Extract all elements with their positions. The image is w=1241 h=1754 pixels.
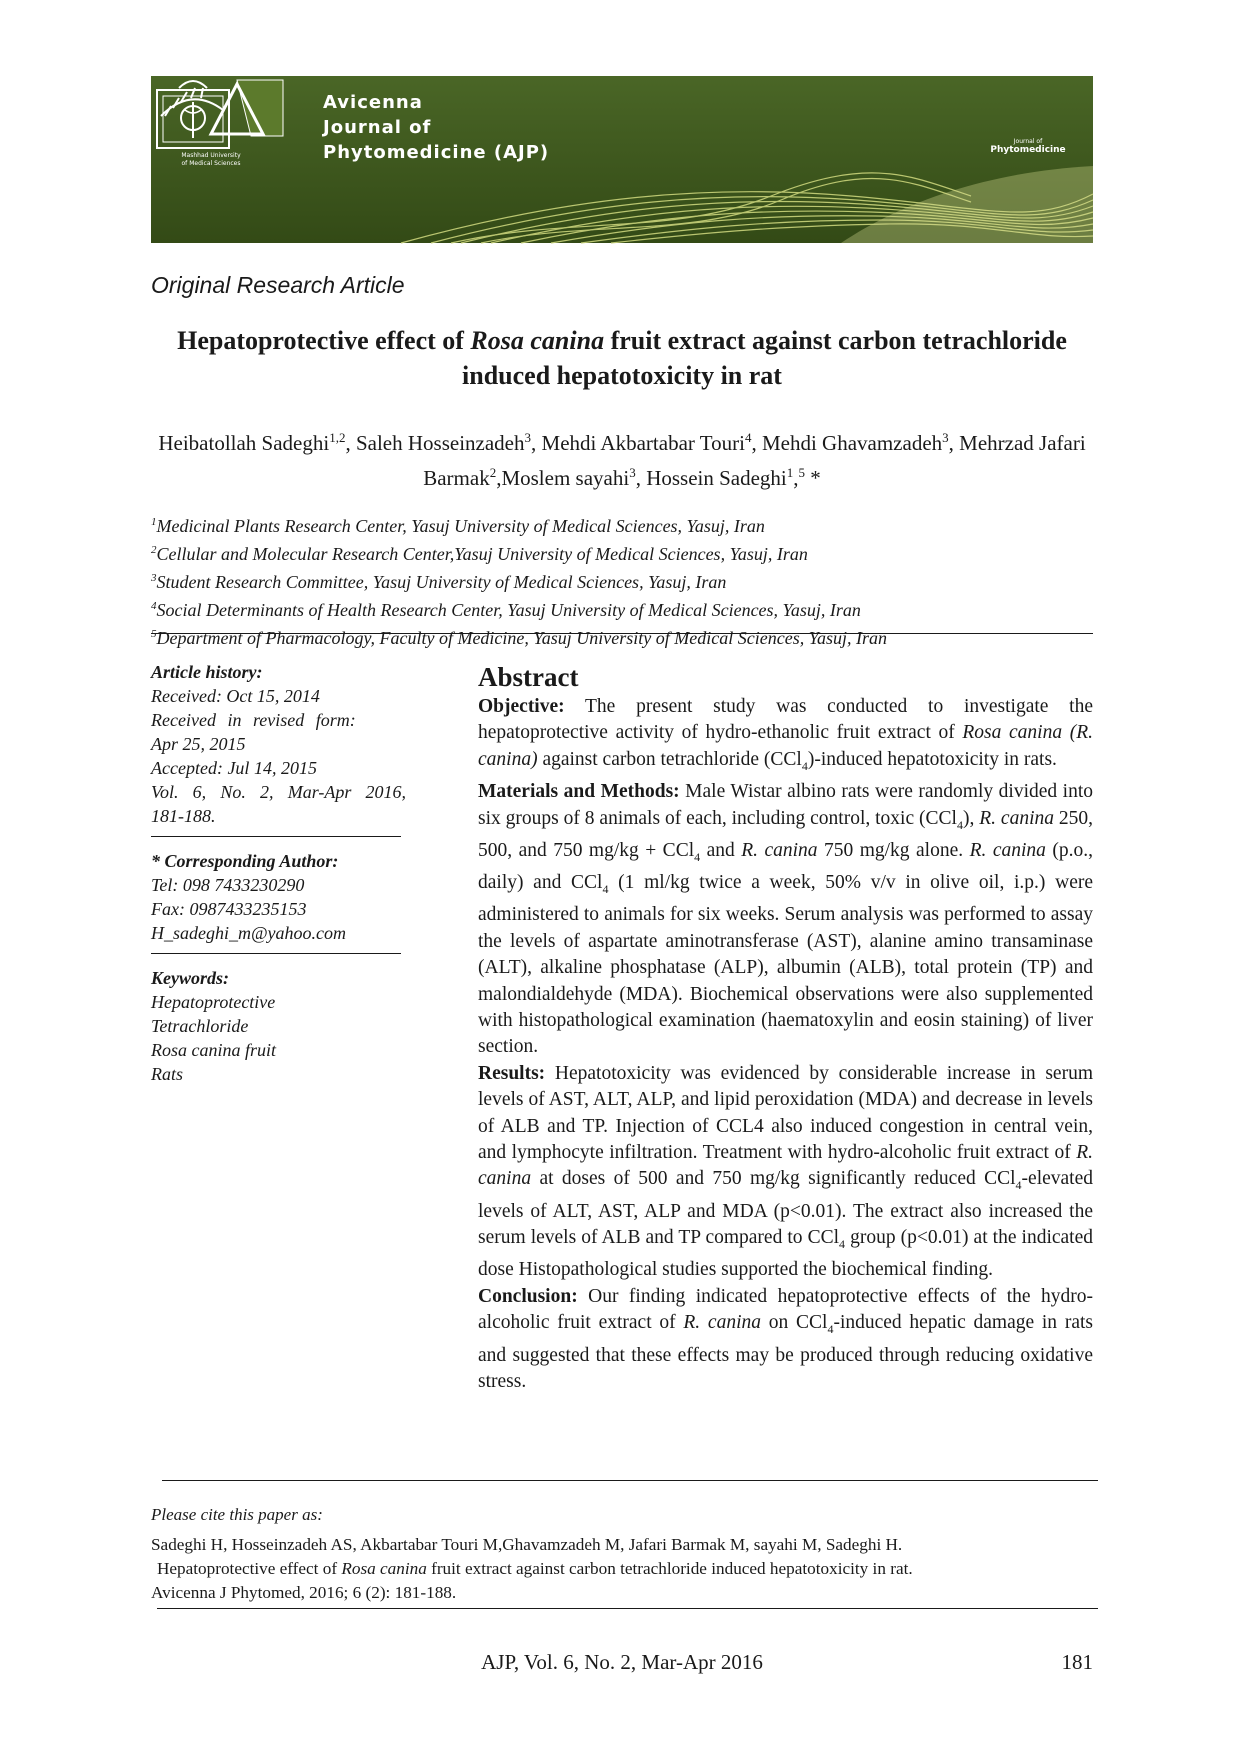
- author-separator: ,: [948, 431, 960, 455]
- keyword-item: Rats: [151, 1064, 184, 1084]
- article-history: [151, 660, 406, 828]
- avicenna-vertical-text: vicenna: [1170, 156, 1201, 206]
- author-name: Mehdi Ghavamzadeh: [761, 431, 943, 455]
- right-logo-caption: Journal of Phytomedicine: [990, 138, 1066, 155]
- author-separator: ,: [531, 431, 542, 455]
- paper-title: Hepatoprotective effect of Rosa canina fruit extract against carbon tetrachloride induced hepatotoxicity in rat: [177, 326, 1067, 390]
- author-separator: *: [805, 466, 821, 490]
- article-sidebar: [151, 660, 406, 1088]
- abstract-methods: Materials and Methods: Male Wistar albino rats were randomly divided into six groups of 8 animals of each, including control, toxic (CCl$_4$), R. canina 250, 500, and 750 mg/kg + CCl$_4$ and R. canina 750 mg/kg alone. R. canina (p.o., daily) and CCl$_4$ (1 ml/kg twice a week, 50% v/v in olive oil, i.p.) were administered to animals for six weeks. Serum analysis was performed to assay the levels of aspartate aminotransferase (AST), alanine amino transaminase (ALT), alkaline phosphatase (ALP), albumin (ALB), total protein (TP) and malondialdehyde (MDA). Biochemical observations were also supplemented with histopathological examination (haematoxylin and eosin staining) of liver section.: [478, 781, 1094, 1058]
- author-separator: ,: [635, 466, 647, 490]
- avicenna-logo-icon: [151, 76, 287, 156]
- affiliation-list: [151, 510, 1093, 650]
- affiliation-number: 3: [151, 572, 157, 584]
- banner-background: [151, 76, 1093, 243]
- citation-text: [151, 1533, 1093, 1605]
- history-heading: Article history:: [151, 662, 263, 682]
- citation-top-divider: [162, 1480, 1098, 1481]
- author-separator: ,: [345, 431, 356, 455]
- keyword-item: Rosa canina fruit: [151, 1040, 276, 1060]
- sidebar-divider: [151, 953, 401, 954]
- author-affiliation-mark: 1,2: [329, 430, 346, 445]
- received-date: Received: Oct 15, 2014: [151, 686, 320, 706]
- page-number: 181: [1061, 1650, 1093, 1674]
- affiliation-text: Cellular and Molecular Research Center,Yasuj University of Medical Sciences, Yasuj, Iran: [156, 544, 808, 564]
- fax: Fax: 0987433235153: [151, 899, 307, 919]
- affiliation-item: [151, 594, 1093, 622]
- abstract-conclusion: Conclusion: Our finding indicated hepatoprotective effects of the hydro-alcoholic fruit extract of R. canina on CCl$_4$-induced hepatic damage in rats and suggested that these effects may be produced through reducing oxidative stress.: [478, 1285, 1093, 1392]
- revised-date: Apr 25, 2015: [151, 734, 246, 754]
- keywords-heading: Keywords:: [151, 968, 229, 988]
- author-affiliation-mark: 1: [786, 465, 794, 480]
- footer-journal: AJP, Vol. 6, No. 2, Mar-Apr 2016: [481, 1650, 763, 1674]
- citation-line: Hepatoprotective effect of Rosa canina fruit extract against carbon tetrachloride induced hepatotoxicity in rat.: [157, 1559, 913, 1578]
- author-name: Saleh Hosseinzadeh: [355, 431, 525, 455]
- article-type: Original Research Article: [151, 272, 405, 298]
- author-affiliation-mark: 3: [524, 430, 532, 445]
- affiliation-text: Student Research Committee, Yasuj University of Medical Sciences, Yasuj, Iran: [156, 572, 727, 592]
- abstract-objective: Objective: The present study was conducted to investigate the hepatoprotective activity of hydro-ethanolic fruit extract of Rosa canina (R. canina) against carbon tetrachloride (CCl$_4$)-induced hepatotoxicity in rats.: [478, 696, 1094, 773]
- author-list: [151, 423, 1093, 493]
- journal-banner: [151, 76, 1201, 243]
- citation-box: [151, 1503, 1093, 1605]
- affiliation-item: [151, 538, 1093, 566]
- citation-label: Please cite this paper as:: [151, 1505, 323, 1524]
- university-name: Mashhad University of Medical Sciences: [181, 152, 241, 167]
- author-separator: ,: [793, 466, 799, 490]
- author-affiliation-mark: 2: [489, 465, 497, 480]
- author-name: Mehdi Akbartabar Touri: [541, 431, 745, 455]
- author-affiliation-mark: 5: [798, 465, 806, 480]
- email-link[interactable]: H_sadeghi_m@yahoo.com: [151, 923, 347, 943]
- affiliation-number: 5: [151, 628, 157, 640]
- author-affiliation-mark: 4: [744, 430, 752, 445]
- author-name: Moslem sayahi: [501, 466, 630, 490]
- abstract-section: [478, 660, 1093, 1395]
- author-name: Heibatollah Sadeghi: [158, 431, 330, 455]
- accepted-date: Accepted: Jul 14, 2015: [151, 758, 317, 778]
- author-name: Mehrzad Jafari Barmak: [423, 431, 1086, 490]
- author-separator: ,: [751, 431, 762, 455]
- abstract-heading: Abstract: [478, 662, 579, 692]
- keyword-item: Hepatoprotective: [151, 992, 276, 1012]
- citation-line: Avicenna J Phytomed, 2016; 6 (2): 181-188.: [151, 1583, 457, 1602]
- revised-label: Received in revised form:: [151, 710, 356, 730]
- corresponding-author: [151, 849, 406, 945]
- author-affiliation-mark: 3: [942, 430, 949, 445]
- keywords: [151, 966, 406, 1086]
- affiliation-item: [151, 622, 1093, 650]
- author-affiliation-mark: 3: [629, 465, 636, 480]
- affiliation-text: Medicinal Plants Research Center, Yasuj University of Medical Sciences, Yasuj, Iran: [156, 516, 765, 536]
- affiliation-number: 4: [151, 600, 157, 612]
- citation-bottom-divider: [157, 1608, 1098, 1609]
- affiliation-item: [151, 510, 1093, 538]
- affiliation-text: Social Determinants of Health Research Center, Yasuj University of Medical Sciences, Yasuj, Iran: [156, 600, 861, 620]
- author-name: Hossein Sadeghi: [646, 466, 787, 490]
- author-separator: ,: [496, 466, 502, 490]
- citation-line: Sadeghi H, Hosseinzadeh AS, Akbartabar Touri M,Ghavamzadeh M, Jafari Barmak M, sayahi M, Sadeghi H.: [151, 1535, 903, 1554]
- journal-title: Avicenna Journal of Phytomedicine (AJP): [323, 92, 550, 163]
- affiliation-number: 1: [151, 516, 157, 528]
- abstract-results: Results: Hepatotoxicity was evidenced by considerable increase in serum levels of AST, ALT, ALP, and lipid peroxidation (MDA) and decrease in levels of ALB and TP. Injection of CCL4 also induced congestion in central vein, and lymphocyte infiltration. Treatment with hydro-alcoholic fruit extract of R. canina at doses of 500 and 750 mg/kg significantly reduced CCl$_4$-elevated levels of ALT, AST, ALP and MDA (p<0.01). The extract also increased the serum levels of ALB and TP compared to CCl$_4$ group (p<0.01) at the indicated dose Histopathological studies supported the biochemical finding.: [478, 1062, 1094, 1281]
- telephone: Tel: 098 7433230290: [151, 875, 305, 895]
- volume-info: Vol. 6, No. 2, Mar-Apr 2016, 181-188.: [151, 782, 406, 826]
- affiliation-item: [151, 566, 1093, 594]
- affiliation-text: Department of Pharmacology, Faculty of Medicine, Yasuj University of Medical Sciences, Yasuj, Iran: [156, 628, 888, 648]
- header-divider: [151, 633, 1093, 634]
- affiliation-number: 2: [151, 544, 157, 556]
- corresponding-heading: * Corresponding Author:: [151, 851, 339, 871]
- sidebar-divider: [151, 836, 401, 837]
- keyword-item: Tetrachloride: [151, 1016, 249, 1036]
